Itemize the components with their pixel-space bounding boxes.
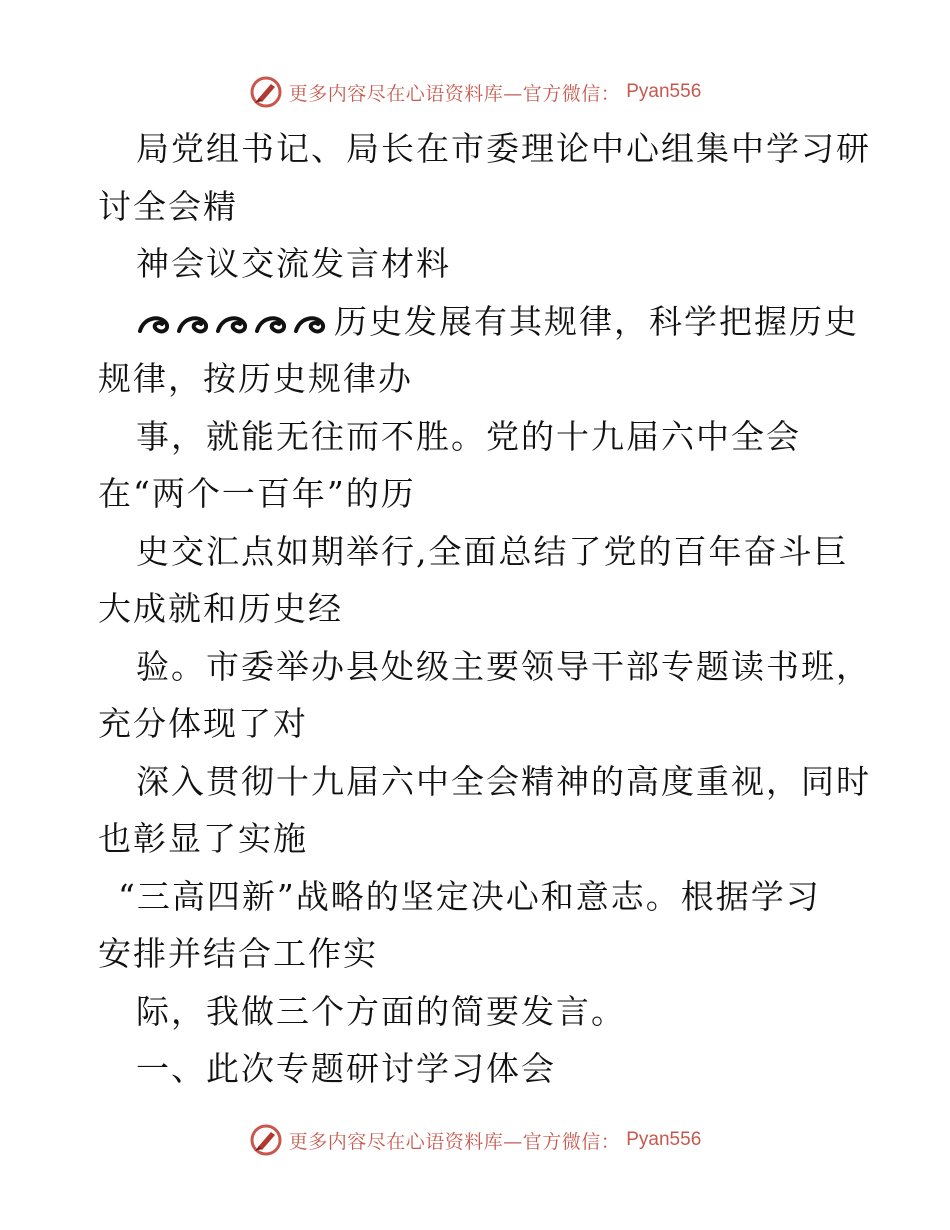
footer-watermark	[0, 1120, 950, 1160]
pen-logo-icon	[249, 75, 283, 109]
document-body	[98, 120, 871, 1098]
watermark-text: 更多内容尽在心语资料库—官方微信：	[288, 1130, 621, 1153]
text-line-with-ornament	[98, 293, 858, 351]
section-heading: 一、此次专题研讨学习体会	[136, 1049, 556, 1088]
text-line: 史交汇点如期举行,全面总结了党的百年奋斗巨	[136, 531, 849, 571]
pen-logo-icon	[249, 1123, 283, 1157]
text-line: 深入贯彻十九届六中全会精神的高度重视，同时	[136, 761, 871, 801]
ornament-icon	[136, 309, 332, 339]
text-line: 安排并结合工作实	[98, 934, 378, 973]
text-line: 神会议交流发言材料	[136, 244, 451, 283]
text-line: 局党组书记、局长在市委理论中心组集中学习研	[136, 129, 871, 168]
text-line: 在“两个一百年”的历	[98, 474, 416, 513]
text-line: 规律，按历史规律办	[98, 359, 413, 398]
text-line-content: 历史发展有其规律，科学把握历史	[334, 301, 859, 341]
text-line: 也彰显了实施	[98, 819, 308, 858]
watermark-id: Pyan556	[626, 81, 702, 102]
text-line: 大成就和历史经	[98, 589, 343, 628]
header-watermark	[0, 72, 950, 112]
text-line: 充分体现了对	[98, 704, 308, 743]
text-line: 际，我做三个方面的简要发言。	[136, 991, 626, 1031]
watermark-text: 更多内容尽在心语资料库—官方微信：	[288, 82, 621, 105]
text-line: “三高四新”战略的坚定决心和意志。根据学习	[118, 876, 821, 916]
text-line: 讨全会精	[98, 186, 238, 226]
text-line: 验。市委举办县处级主要领导干部专题读书班，	[136, 646, 871, 686]
text-line: 事，就能无往而不胜。党的十九届六中全会	[136, 416, 801, 456]
watermark-id: Pyan556	[626, 1129, 702, 1150]
